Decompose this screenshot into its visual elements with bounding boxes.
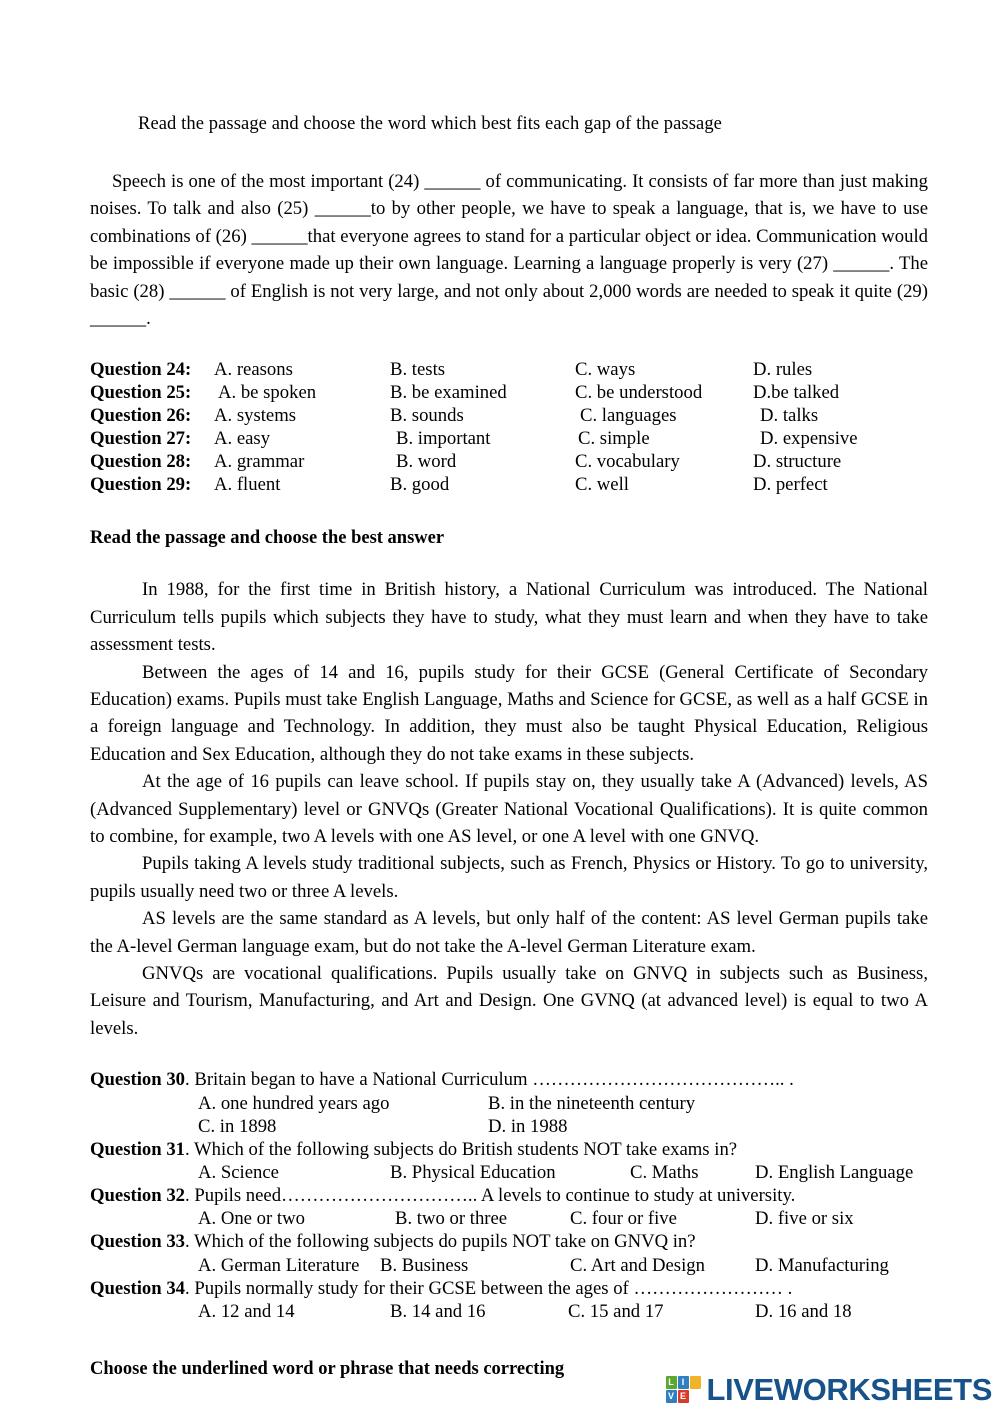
question-label: Question 29: <box>90 474 192 496</box>
option-c[interactable]: C. Maths <box>630 1162 699 1184</box>
question-stem <box>90 1184 928 1207</box>
reading-paragraph: In 1988, for the first time in British history, a National Curriculum was introduced. The National Curriculum tells pupils which subjects they have to study, what they must learn and when they have to take assessment tests. <box>90 579 928 656</box>
question-stem <box>90 1138 928 1161</box>
logo-cell-v: V <box>666 1390 677 1403</box>
option-c[interactable]: C. four or five <box>570 1208 677 1230</box>
question-label: Question 26: <box>90 405 192 427</box>
reading-paragraph: Pupils taking A levels study traditional subjects, such as French, Physics or History. To go to university, pupils usually need two or three A levels. <box>90 853 928 902</box>
logo-cell-e: E <box>678 1390 689 1403</box>
instruction-heading-correction: Choose the underlined word or phrase that needs correcting <box>90 1359 565 1380</box>
spacer <box>90 496 928 526</box>
option-d[interactable]: D. structure <box>753 451 842 473</box>
option-b[interactable]: B. good <box>390 474 450 496</box>
option-a[interactable]: A. one hundred years ago <box>198 1092 390 1114</box>
option-a[interactable]: A. 12 and 14 <box>198 1301 295 1323</box>
option-d[interactable]: D. perfect <box>753 474 828 496</box>
logo-cell-blank-bottom <box>690 1390 701 1403</box>
reading-paragraph: GNVQs are vocational qualifications. Pupils usually take on GNVQ in subjects such as Business, Leisure and Tourism, Manufacturing, and Art and Design. One GVNQ (at advanced level) is equal to two A levels. <box>90 962 928 1039</box>
option-b[interactable]: B. Physical Education <box>390 1162 556 1184</box>
option-a[interactable]: A. One or two <box>198 1208 305 1230</box>
option-b[interactable]: B. two or three <box>395 1208 508 1230</box>
liveworksheets-logo[interactable] <box>666 1374 992 1405</box>
option-a[interactable]: A. be spoken <box>218 382 317 404</box>
reading-question-list <box>90 1068 928 1323</box>
option-d[interactable]: D. English Language <box>755 1162 914 1184</box>
spacer <box>90 332 928 358</box>
logo-cell-l: L <box>666 1376 677 1389</box>
question-text: . Britain began to have a National Curriculum ………………………………….. . <box>185 1069 794 1091</box>
option-d[interactable]: D. rules <box>753 359 813 381</box>
question-label: Question 27: <box>90 428 192 450</box>
logo-wordmark: LIVEWORKSHEETS <box>706 1372 992 1407</box>
question-row <box>90 404 928 427</box>
question-number: Question 32 <box>90 1185 186 1207</box>
option-row <box>90 1092 928 1115</box>
question-row <box>90 450 928 473</box>
option-c[interactable]: C. simple <box>578 428 650 450</box>
option-d[interactable]: D. 16 and 18 <box>755 1301 852 1323</box>
option-d[interactable]: D. expensive <box>760 428 858 450</box>
spacer <box>90 1042 928 1068</box>
question-row <box>90 473 928 496</box>
spacer <box>90 1323 928 1357</box>
question-row <box>90 427 928 450</box>
option-d[interactable]: D. talks <box>760 405 819 427</box>
option-c[interactable]: C. well <box>575 474 629 496</box>
question-label: Question 25: <box>90 382 192 404</box>
live-blocks-icon <box>666 1376 701 1403</box>
option-d[interactable]: D. Manufacturing <box>755 1254 889 1276</box>
option-d[interactable]: D.be talked <box>753 382 840 404</box>
cloze-passage <box>90 168 928 332</box>
reading-passage <box>90 576 928 1042</box>
spacer <box>90 550 928 576</box>
option-b[interactable]: B. tests <box>390 359 446 381</box>
instruction-heading-cloze: Read the passage and choose the word which best fits each gap of the passage <box>138 114 722 134</box>
reading-paragraph: At the age of 16 pupils can leave school. If pupils stay on, they usually take A (Advanced) levels, AS (Advanced Supplementary) level or GNVQs (Greater National Vocational Qualifications). It is quite common to combine, for example, two A levels with one AS level, or one A level with one GNVQ. <box>90 771 928 847</box>
question-text: . Pupils normally study for their GCSE between the ages of …………………… . <box>185 1277 793 1299</box>
instruction-heading-reading: Read the passage and choose the best answer <box>90 528 445 549</box>
option-a[interactable]: A. easy <box>214 428 271 450</box>
option-b[interactable]: B. Business <box>380 1254 469 1276</box>
cloze-question-list <box>90 358 928 496</box>
question-number: Question 30 <box>90 1069 186 1091</box>
question-number: Question 34 <box>90 1277 186 1299</box>
question-row <box>90 358 928 381</box>
reading-paragraph: Between the ages of 14 and 16, pupils study for their GCSE (General Certificate of Secondary Education) exams. Pupils must take English Language, Maths and Science for GCSE, as well as a half GCSE in a foreign language and Technology. In addition, they must also be taught Physical Education, Religious Education and Sex Education, although they do not take exams in these subjects. <box>90 661 928 765</box>
question-row <box>90 381 928 404</box>
option-c[interactable]: C. be understood <box>575 382 703 404</box>
option-row <box>90 1207 928 1230</box>
option-row <box>90 1161 928 1184</box>
question-label: Question 28: <box>90 451 192 473</box>
option-b[interactable]: B. word <box>396 451 457 473</box>
option-a[interactable]: A. reasons <box>214 359 293 381</box>
option-b[interactable]: B. important <box>396 428 491 450</box>
worksheet-content <box>90 112 928 1381</box>
logo-cell-blank-top <box>690 1376 701 1389</box>
option-row <box>90 1115 928 1138</box>
option-c[interactable]: C. in 1898 <box>198 1115 277 1137</box>
logo-cell-i: I <box>678 1376 689 1389</box>
option-b[interactable]: B. in the nineteenth century <box>488 1092 696 1114</box>
question-text: . Pupils need………………………….. A levels to continue to study at university. <box>185 1185 796 1207</box>
option-a[interactable]: A. German Literature <box>198 1254 360 1276</box>
question-number: Question 31 <box>90 1138 186 1160</box>
option-a[interactable]: A. fluent <box>214 474 281 496</box>
reading-paragraph: AS levels are the same standard as A levels, but only half of the content: AS level German pupils take the A-level German language exam, but do not take the A-level German Literature exam. <box>90 908 928 957</box>
question-text: . Which of the following subjects do pupils NOT take on GNVQ in? <box>185 1231 696 1253</box>
option-b[interactable]: B. sounds <box>390 405 464 427</box>
option-row <box>90 1300 928 1323</box>
question-stem <box>90 1068 928 1091</box>
option-c[interactable]: C. Art and Design <box>570 1254 705 1276</box>
question-label: Question 24: <box>90 359 192 381</box>
spacer <box>90 150 928 168</box>
question-stem <box>90 1277 928 1300</box>
option-a[interactable]: A. Science <box>198 1162 279 1184</box>
option-b[interactable]: B. 14 and 16 <box>390 1301 486 1323</box>
question-text: . Which of the following subjects do British students NOT take exams in? <box>185 1138 738 1160</box>
option-c[interactable]: C. vocabulary <box>575 451 680 473</box>
option-c[interactable]: C. ways <box>575 359 636 381</box>
question-number: Question 33 <box>90 1231 186 1253</box>
option-d[interactable]: D. five or six <box>755 1208 854 1230</box>
option-a[interactable]: A. systems <box>214 405 297 427</box>
option-b[interactable]: B. be examined <box>390 382 507 404</box>
question-stem <box>90 1230 928 1253</box>
option-c[interactable]: C. languages <box>580 405 677 427</box>
option-c[interactable]: C. 15 and 17 <box>568 1301 664 1323</box>
option-d[interactable]: D. in 1988 <box>488 1115 568 1137</box>
option-a[interactable]: A. grammar <box>214 451 305 473</box>
option-row <box>90 1254 928 1277</box>
cloze-passage-text: Speech is one of the most important (24) ______ of communicating. It consists of far more than just making noises. To talk and also (25) ______to by other people, we have to speak a language, that is, we have to use combinations of (26) ______that everyone agrees to stand for a particular object or idea. Communication would be impossible if everyone made up their own language. Learning a language properly is very (27) ______. The basic (28) ______ of English is not very large, and not only about 2,000 words are needed to speak it quite (29) ______. <box>90 171 928 329</box>
